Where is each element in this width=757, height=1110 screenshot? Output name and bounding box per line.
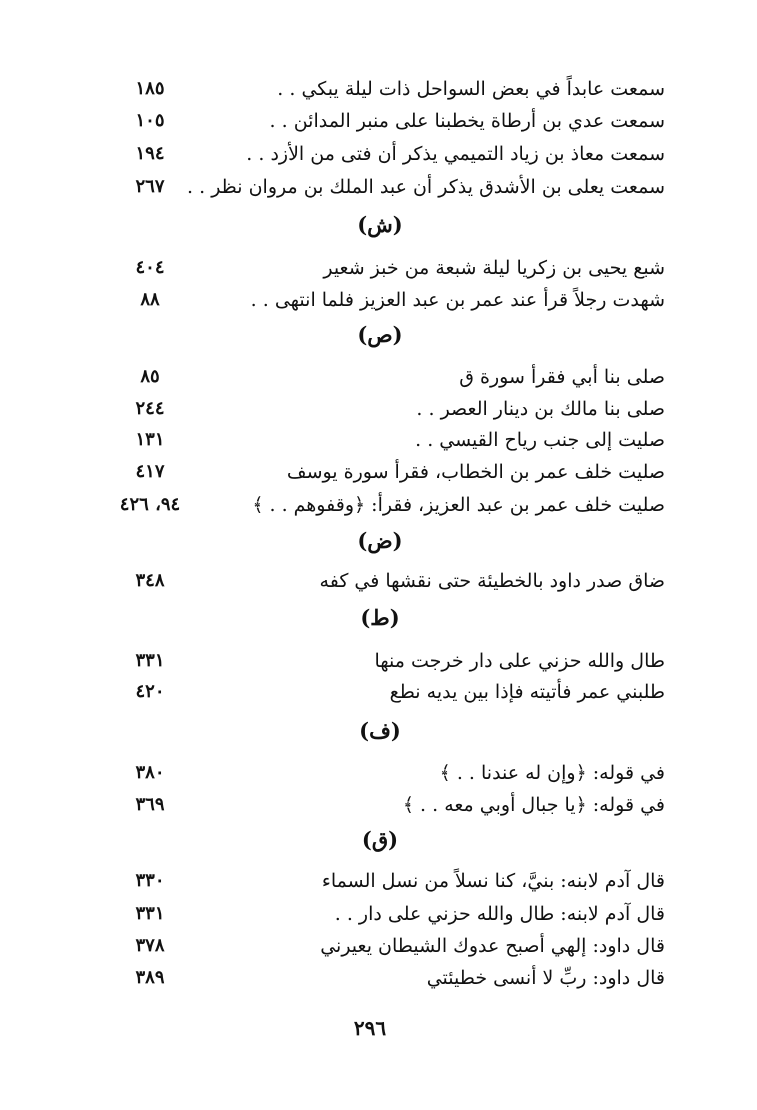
page-number: ٢٩٦ — [353, 1016, 387, 1040]
entry-text: في قوله: ﴿وإن له عندنا . . ﴾ — [439, 762, 665, 784]
entry-page-ref: ٣٤٨ — [135, 570, 165, 591]
entry-page-ref: ٣٨٩ — [135, 967, 165, 988]
entry-page-ref: ٤١٧ — [135, 461, 165, 482]
index-entry — [100, 106, 665, 136]
index-entry — [100, 253, 665, 283]
entry-page-ref: ٣٣١ — [135, 650, 165, 671]
index-entry — [100, 566, 665, 596]
entry-text: ضاق صدر داود بالخطيئة حتى نقشها في كفه — [319, 570, 665, 592]
index-entry — [100, 139, 665, 169]
entry-text: صليت إلى جنب رياح القيسي . . — [415, 429, 665, 451]
index-entry — [100, 362, 665, 392]
entry-page-ref: ٣٨٠ — [135, 762, 165, 783]
entry-text: قال داود: ربِّ لا أنسى خطيئتي — [426, 967, 665, 989]
entry-text: سمعت عابداً في بعض السواحل ذات ليلة يبكي . . — [277, 78, 665, 100]
entry-text: سمعت معاذ بن زياد التميمي يذكر أن فتى من الأزد . . — [246, 143, 665, 165]
entry-page-ref: ٤٢٠ — [135, 681, 165, 702]
entry-page-ref: ٨٨ — [140, 289, 160, 310]
index-entry — [100, 646, 665, 676]
index-entry — [100, 866, 665, 896]
entry-text: صلى بنا مالك بن دينار العصر . . — [416, 398, 665, 420]
entry-page-ref: ٣٧٨ — [135, 935, 165, 956]
entry-text: صليت خلف عمر بن عبد العزيز، فقرأ: ﴿وقفوهم . . ﴾ — [252, 494, 665, 516]
entry-page-ref: ١٠٥ — [135, 110, 165, 131]
index-entry — [100, 74, 665, 104]
entry-text: قال آدم لابنه: بنيَّ، كنا نسلاً من نسل السماء — [321, 870, 665, 892]
section-heading: (ض) — [357, 528, 403, 553]
index-entry — [100, 394, 665, 424]
index-entry — [100, 677, 665, 707]
entry-text: طال والله حزني على دار خرجت منها — [374, 650, 665, 672]
index-entry — [100, 758, 665, 788]
index-entry — [100, 490, 665, 520]
entry-page-ref: ١٨٥ — [135, 78, 165, 99]
index-entry — [100, 931, 665, 961]
entry-page-ref: ٢٤٤ — [135, 398, 165, 419]
index-entry — [100, 285, 665, 315]
entry-text: قال آدم لابنه: طال والله حزني على دار . . — [334, 903, 665, 925]
entry-page-ref: ١٣١ — [135, 429, 165, 450]
index-entry — [100, 899, 665, 929]
entry-page-ref: ٣٣٠ — [135, 870, 165, 891]
section-heading: (ق) — [361, 827, 399, 852]
entry-page-ref: ٣٣١ — [135, 903, 165, 924]
index-entry — [100, 425, 665, 455]
entry-page-ref: ٣٦٩ — [135, 794, 165, 815]
entry-page-ref: ٤٠٤ — [135, 257, 165, 278]
entry-text: طلبني عمر فأتيته فإذا بين يديه نطع — [389, 681, 665, 703]
index-entry — [100, 457, 665, 487]
entry-text: في قوله: ﴿يا جبال أوبي معه . . ﴾ — [402, 794, 665, 816]
section-heading: (ص) — [357, 322, 403, 347]
entry-text: سمعت يعلى بن الأشدق يذكر أن عبد الملك بن مروان نظر . . — [187, 176, 665, 198]
index-entry — [100, 172, 665, 202]
entry-text: شبع يحيى بن زكريا ليلة شبعة من خبز شعير — [323, 257, 665, 279]
entry-page-ref: ٨٥ — [140, 366, 160, 387]
entry-text: صلى بنا أبي فقرأ سورة ق — [459, 366, 665, 388]
entry-text: شهدت رجلاً قرأ عند عمر بن عبد العزيز فلما انتهى . . — [250, 289, 665, 311]
section-heading: (ط) — [360, 605, 400, 630]
index-entry — [100, 790, 665, 820]
entry-text: قال داود: إلهي أصبح عدوك الشيطان يعيرني — [320, 935, 665, 957]
section-heading: (ش) — [357, 212, 403, 237]
section-heading: (ف) — [359, 718, 401, 743]
index-entry — [100, 963, 665, 993]
entry-page-ref: ١٩٤ — [135, 143, 165, 164]
entry-page-ref: ٩٤، ٤٢٦ — [119, 494, 181, 515]
entry-text: سمعت عدي بن أرطاة يخطبنا على منبر المدائن . . — [269, 110, 665, 132]
entry-text: صليت خلف عمر بن الخطاب، فقرأ سورة يوسف — [286, 461, 665, 483]
entry-page-ref: ٢٦٧ — [135, 176, 165, 197]
